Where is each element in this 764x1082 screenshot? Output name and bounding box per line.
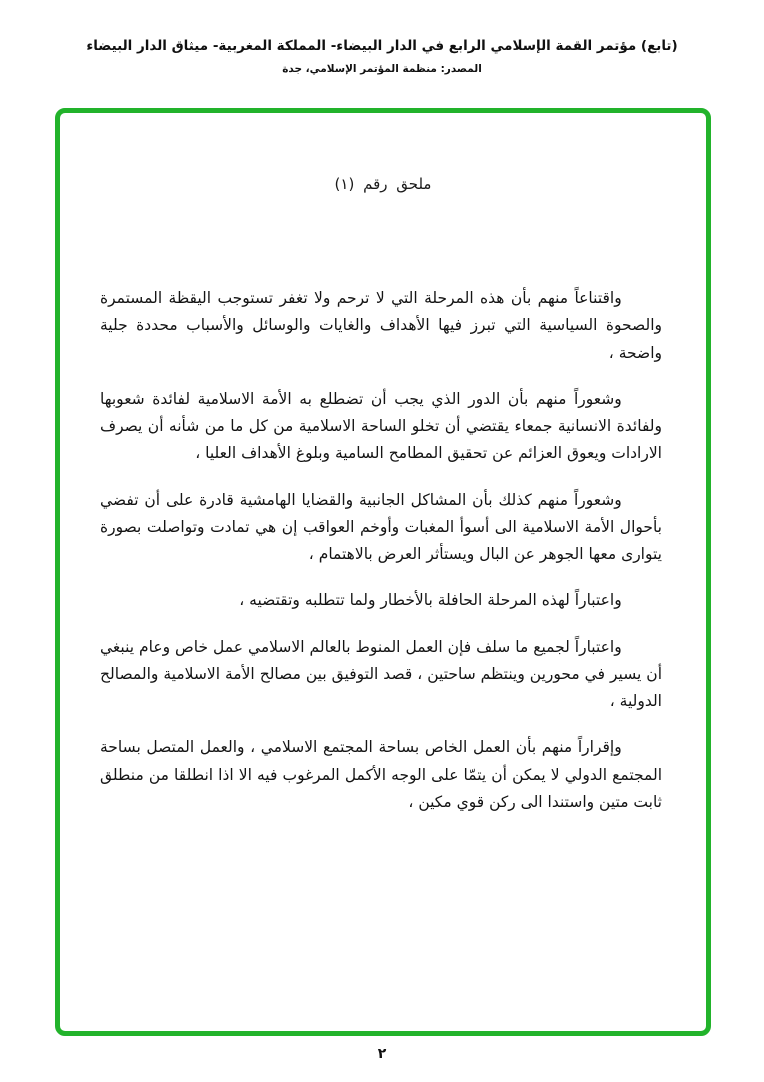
green-border-frame: [55, 108, 711, 1036]
paragraph: واعتباراً لجميع ما سلف فإن العمل المنوط بالعالم الاسلامي عمل خاص وعام ينبغي أن يسير في محورين وينتظم ساحتين ، قصد التوفيق بين مصالح الأمة الاسلامية والمصالح الدولية ،: [100, 637, 662, 711]
page-number: ٢: [377, 1046, 387, 1062]
paragraph: وإقراراً منهم بأن العمل الخاص بساحة المجتمع الاسلامي ، والعمل المتصل بساحة المجتمع الدولي لا يمكن أن يتمّا على الوجه الأكمل المرغوب فيه الا اذا انطلقا من منطلق ثابت متين واستندا الى ركن قوي مكين ،: [100, 738, 662, 811]
document-body: [60, 285, 706, 816]
header-source: المصدر: منظمة المؤتمر الإسلامي، جدة: [282, 63, 482, 75]
paragraph: واقتناعاً منهم بأن هذه المرحلة التي لا ترحم ولا تغفر تستوجب اليقظة المستمرة والصحوة السياسية التي تبرز فيها الأهداف والغايات والوسائل والأسباب محددة جلية واضحة ،: [100, 289, 662, 362]
header-title: (تابع) مؤتمر القمة الإسلامي الرابع في الدار البيضاء- المملكة المغربية- ميثاق الدار البيضاء: [86, 38, 678, 54]
paragraph: واعتباراً لهذه المرحلة الحافلة بالأخطار ولما تتطلبه وتقتضيه ،: [239, 591, 622, 610]
paragraph: وشعوراً منهم كذلك بأن المشاكل الجانبية والقضايا الهامشية قادرة على أن تفضي بأحوال الأمة الاسلامية الى أسوأ المغبات وأوخم العواقب إن هي تمادت وتواصلت بصورة يتوارى معها الجوهر عن البال ويستأثر العرض بالاهتمام ،: [100, 490, 662, 564]
paragraph: وشعوراً منهم بأن الدور الذي يجب أن تضطلع به الأمة الاسلامية لفائدة شعوبها ولفائدة الانسانية جمعاء يقتضي أن تخلو الساحة الاسلامية من كل ما من شأنه أن يصرف الارادات ويعوق العزائم عن تحقيق المطامح السامية وبلوغ الأهداف العليا ،: [100, 389, 662, 463]
page-header: [0, 38, 764, 75]
annex-title: ملحق رقم (١): [334, 175, 432, 193]
